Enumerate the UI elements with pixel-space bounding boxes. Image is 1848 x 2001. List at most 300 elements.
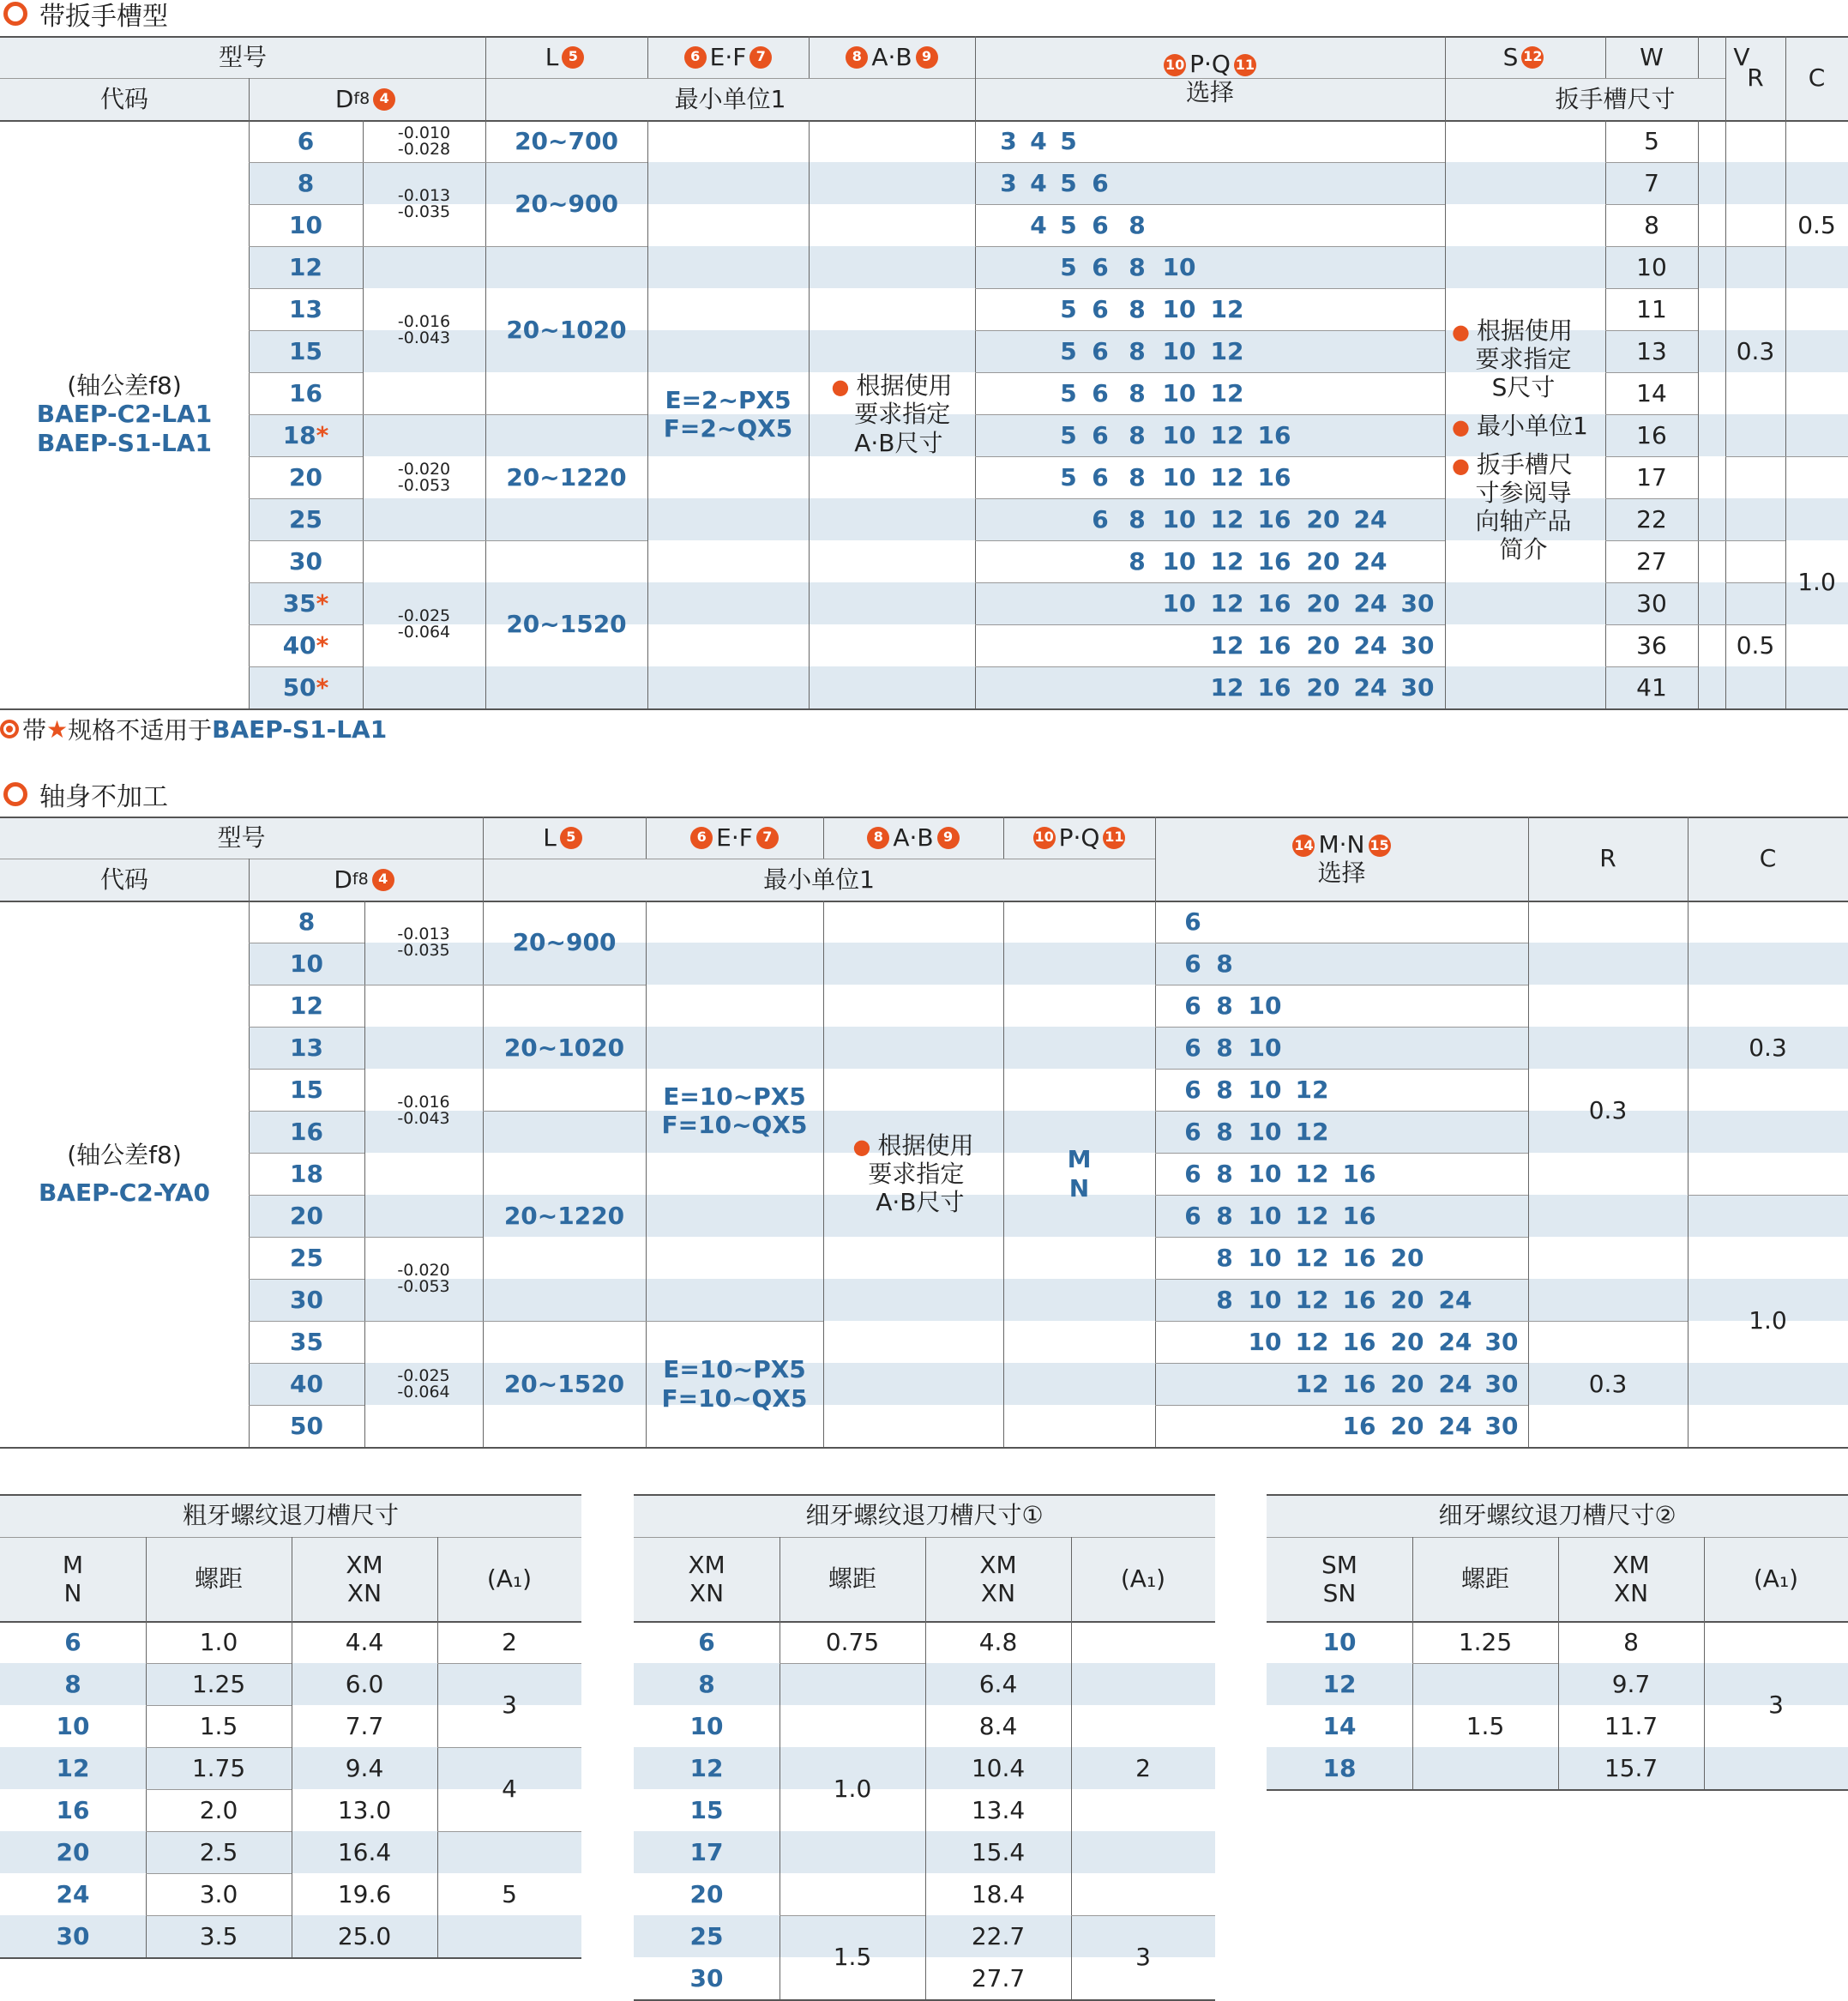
l-range: 20~1520 xyxy=(503,1369,625,1398)
table-rule xyxy=(363,246,485,247)
groove-size: 19.6 xyxy=(337,1879,392,1908)
mn-option: 8 xyxy=(1216,1159,1233,1188)
mn-option: 6 xyxy=(1184,1033,1201,1062)
table-rule xyxy=(146,1747,292,1748)
header-ab xyxy=(809,36,975,78)
table-rule xyxy=(364,1321,483,1322)
groove-size: 15.7 xyxy=(1604,1753,1658,1782)
thread-size: 30 xyxy=(56,1921,90,1950)
d-value: 30 xyxy=(290,1285,323,1314)
groove-size: 7.7 xyxy=(345,1711,384,1740)
code-tolerance: (轴公差f8) xyxy=(67,1141,182,1170)
w-value: 11 xyxy=(1636,294,1667,323)
d-value: 50 * xyxy=(282,672,329,702)
table-rule xyxy=(1725,246,1785,247)
pq-value: M N xyxy=(1067,1145,1092,1202)
pq-option: 10 xyxy=(1162,336,1196,365)
circled-number-icon: 6 xyxy=(684,46,707,69)
a1-value: 3 xyxy=(502,1691,517,1720)
mn-option: 16 xyxy=(1342,1285,1376,1314)
circled-number-icon: 8 xyxy=(846,46,868,69)
d-value: 10 xyxy=(290,949,323,978)
table-rule xyxy=(780,1915,925,1916)
pitch-value: 1.5 xyxy=(833,1943,872,1972)
col-header-3: XM XN xyxy=(979,1550,1017,1607)
mn-option: 12 xyxy=(1295,1243,1329,1272)
s-note: ● 最小单位1 xyxy=(1452,411,1588,440)
s-note: ● 根据使用 要求指定 S尺寸 xyxy=(1452,316,1573,401)
pq-option: 24 xyxy=(1353,546,1388,576)
d-value: 20 xyxy=(290,1201,323,1230)
thread-size: 16 xyxy=(56,1795,90,1824)
thread-size: 12 xyxy=(56,1753,90,1782)
table-rule xyxy=(483,1111,646,1112)
header-type: 型号 xyxy=(218,42,267,71)
bullet-ring-icon xyxy=(0,720,19,738)
ab-note: ● 根据使用 要求指定 A·B尺寸 xyxy=(831,371,953,457)
table-rule xyxy=(1071,1915,1215,1916)
groove-size: 16.4 xyxy=(337,1837,392,1866)
d-value: 25 xyxy=(290,1243,323,1272)
pq-option: 24 xyxy=(1353,672,1388,702)
pq-option: 5 xyxy=(1060,168,1077,197)
table-rule xyxy=(0,1447,1848,1449)
pq-option: 12 xyxy=(1210,672,1244,702)
table-rule xyxy=(780,1663,925,1664)
ef-value: E=10~PX5 F=10~QX5 xyxy=(661,1355,808,1413)
header-ef xyxy=(646,817,823,859)
pq-option: 4 xyxy=(1030,168,1047,197)
thread-size: 24 xyxy=(56,1879,90,1908)
header-code: 代码 xyxy=(99,865,148,894)
d-value: 15 xyxy=(290,1075,323,1104)
col-header-1: M N xyxy=(62,1550,84,1607)
groove-size: 4.8 xyxy=(978,1627,1018,1656)
col-header-1: SM SN xyxy=(1321,1550,1357,1607)
header-r: R xyxy=(1599,844,1616,873)
tolerance: -0.025 -0.064 xyxy=(397,606,451,642)
table-rule xyxy=(1698,540,1785,541)
table-rule xyxy=(1003,817,1004,859)
pq-option: 5 xyxy=(1060,294,1077,323)
table-rule xyxy=(146,1789,292,1790)
tolerance: -0.010 -0.028 xyxy=(397,123,451,159)
groove-size: 27.7 xyxy=(971,1963,1026,1992)
mn-option: 24 xyxy=(1438,1411,1472,1440)
l-range: 20~1020 xyxy=(506,316,627,345)
pitch-value: 2.5 xyxy=(199,1837,238,1866)
mn-option: 8 xyxy=(1216,1033,1233,1062)
mn-option: 6 xyxy=(1184,949,1201,978)
pq-label: 10 P·Q 11 xyxy=(1165,49,1255,78)
pq-option: 12 xyxy=(1210,336,1244,365)
d-value: 40 xyxy=(290,1369,323,1398)
groove-size: 9.4 xyxy=(345,1753,384,1782)
groove-size: 13.4 xyxy=(971,1795,1026,1824)
table-rule xyxy=(0,817,1848,818)
mn-option: 16 xyxy=(1342,1411,1376,1440)
d-sub: f8 xyxy=(353,89,370,109)
d-value: 16 xyxy=(290,1117,323,1146)
ring-icon xyxy=(3,2,27,26)
table-rule xyxy=(0,1494,581,1496)
header-min-unit: 最小单位1 xyxy=(674,84,786,113)
pq-option: 10 xyxy=(1162,420,1196,449)
thread-size: 25 xyxy=(689,1921,724,1950)
pq-option: 12 xyxy=(1210,294,1244,323)
a1-value: 2 xyxy=(1135,1753,1151,1782)
mn-option: 12 xyxy=(1295,1201,1329,1230)
table-rule xyxy=(363,414,485,415)
mn-option: 8 xyxy=(1216,1117,1233,1146)
thread-size: 12 xyxy=(689,1753,724,1782)
header-r: R xyxy=(1747,63,1764,93)
pq-option: 20 xyxy=(1306,672,1340,702)
pq-option: 8 xyxy=(1129,420,1146,449)
mn-option: 8 xyxy=(1216,949,1233,978)
pq-option: 8 xyxy=(1129,546,1146,576)
pq-option: 6 xyxy=(1092,336,1109,365)
table-rule xyxy=(249,859,250,901)
a1-value: 4 xyxy=(502,1775,517,1804)
table-rule xyxy=(1725,456,1785,457)
table-title: 粗牙螺纹退刀槽尺寸 xyxy=(182,1501,399,1530)
d-label: D xyxy=(334,865,352,894)
header-wrench-size: 扳手槽尺寸 xyxy=(1555,84,1676,113)
c-value: 0.5 xyxy=(1797,210,1836,239)
d-value: 8 xyxy=(297,168,315,197)
w-value: 7 xyxy=(1644,168,1659,197)
w-value: 16 xyxy=(1636,420,1667,449)
circled-number-icon: 15 xyxy=(1369,835,1391,857)
pq-option: 5 xyxy=(1060,210,1077,239)
d-value: 16 xyxy=(289,378,322,407)
col-header-pitch: 螺距 xyxy=(828,1564,876,1594)
mn-option: 8 xyxy=(1216,1075,1233,1104)
circled-number-icon: 6 xyxy=(690,827,713,849)
table-rule xyxy=(1412,1663,1558,1664)
pq-option: 12 xyxy=(1210,504,1244,533)
pq-option: 10 xyxy=(1162,462,1196,491)
r-value: 0.3 xyxy=(1736,336,1775,365)
table-rule xyxy=(1605,36,1606,78)
pitch-value: 1.0 xyxy=(199,1627,238,1656)
pq-option: 3 xyxy=(1000,126,1017,155)
pq-option: 24 xyxy=(1353,504,1388,533)
pq-option: 20 xyxy=(1306,546,1340,576)
header-l xyxy=(483,817,646,859)
pq-option: 16 xyxy=(1257,420,1291,449)
w-value: 30 xyxy=(1636,588,1667,618)
pq-option: 30 xyxy=(1400,588,1435,618)
circled-number-icon: 7 xyxy=(749,46,772,69)
groove-size: 4.4 xyxy=(345,1627,384,1656)
table-rule xyxy=(1155,817,1156,1447)
pq-option: 12 xyxy=(1210,378,1244,407)
thread-size: 10 xyxy=(56,1711,90,1740)
pitch-value: 2.0 xyxy=(199,1795,238,1824)
a1-value: 3 xyxy=(1768,1691,1784,1720)
pq-option: 6 xyxy=(1092,168,1109,197)
d-value: 10 xyxy=(289,210,322,239)
pq-option: 10 xyxy=(1162,378,1196,407)
d-value: 13 xyxy=(290,1033,323,1062)
w-value: 17 xyxy=(1636,462,1667,491)
thread-size: 8 xyxy=(64,1669,81,1698)
w-value: 14 xyxy=(1636,378,1667,407)
mn-option: 8 xyxy=(1216,1285,1233,1314)
mn-option: 20 xyxy=(1390,1243,1424,1272)
code-baep-s1-la1: BAEP-S1-LA1 xyxy=(36,428,213,457)
l-range: 20~1220 xyxy=(503,1201,625,1230)
pq-option: 6 xyxy=(1092,420,1109,449)
table-rule xyxy=(485,246,647,247)
col-header-a1: (A₁) xyxy=(1120,1564,1166,1594)
l-range: 20~1520 xyxy=(506,610,627,639)
mn-option: 30 xyxy=(1484,1327,1519,1356)
col-header-3: XM XN xyxy=(1612,1550,1650,1607)
l-label: L xyxy=(545,42,559,71)
pitch-value: 1.25 xyxy=(191,1669,246,1698)
pq-option: 3 xyxy=(1000,168,1017,197)
code-tolerance: (轴公差f8) xyxy=(67,371,182,401)
pq-option: 6 xyxy=(1092,294,1109,323)
mn-option: 24 xyxy=(1438,1285,1472,1314)
r-value: 0.3 xyxy=(1588,1369,1628,1398)
mn-option: 6 xyxy=(1184,1159,1201,1188)
header-mn xyxy=(1155,817,1528,901)
w-value: 5 xyxy=(1644,126,1659,155)
header-ef xyxy=(647,36,809,78)
pq-option: 16 xyxy=(1257,546,1291,576)
pq-option: 8 xyxy=(1129,252,1146,281)
r-value: 0.3 xyxy=(1588,1096,1628,1125)
pitch-value: 3.0 xyxy=(199,1879,238,1908)
table-rule xyxy=(0,708,1848,710)
tolerance: -0.020 -0.053 xyxy=(397,459,451,495)
groove-size: 8.4 xyxy=(978,1711,1018,1740)
groove-size: 15.4 xyxy=(971,1837,1026,1866)
tolerance: -0.013 -0.035 xyxy=(397,186,451,221)
mn-option: 12 xyxy=(1295,1075,1329,1104)
circled-number-icon: 9 xyxy=(916,46,938,69)
d-value: 35 * xyxy=(282,588,329,618)
thread-size: 12 xyxy=(1322,1669,1357,1698)
table-rule xyxy=(975,246,1445,247)
section2-title: 轴身不加工 xyxy=(3,777,168,811)
thread-size: 20 xyxy=(689,1879,724,1908)
circled-number-icon: 11 xyxy=(1103,827,1125,849)
circled-number-icon: 4 xyxy=(372,869,394,891)
s-note: ● 扳手槽尺 寸参阅导 向轴产品 简介 xyxy=(1452,450,1573,564)
a1-value: 3 xyxy=(1135,1943,1151,1972)
mn-option: 6 xyxy=(1184,1075,1201,1104)
s-label: S xyxy=(1502,42,1519,71)
mn-option: 6 xyxy=(1184,1117,1201,1146)
d-value: 25 xyxy=(289,504,322,533)
groove-size: 18.4 xyxy=(971,1879,1026,1908)
pq-option: 12 xyxy=(1210,546,1244,576)
section1-title: 带扳手槽型 xyxy=(3,0,168,31)
tolerance: -0.025 -0.064 xyxy=(397,1365,450,1401)
pitch-value: 0.75 xyxy=(825,1627,880,1656)
pitch-value: 1.75 xyxy=(191,1753,246,1782)
mn-option: 6 xyxy=(1184,991,1201,1020)
pq-option: 16 xyxy=(1257,588,1291,618)
table-rule xyxy=(146,1831,292,1832)
ring-icon xyxy=(3,782,27,806)
mn-option: 8 xyxy=(1216,991,1233,1020)
mn-option: 12 xyxy=(1295,1117,1329,1146)
mn-option: 24 xyxy=(1438,1327,1472,1356)
pq-option: 12 xyxy=(1210,420,1244,449)
mn-option: 20 xyxy=(1390,1285,1424,1314)
thread-size: 17 xyxy=(689,1837,724,1866)
mn-option: 20 xyxy=(1390,1369,1424,1398)
select-label: 选择 xyxy=(1317,859,1366,887)
ef-value: E=2~PX5 F=2~QX5 xyxy=(663,385,793,443)
pq-option: 30 xyxy=(1400,672,1435,702)
mn-option: 6 xyxy=(1184,1201,1201,1230)
table-rule xyxy=(634,1494,1215,1496)
pq-option: 30 xyxy=(1400,630,1435,660)
pitch-value: 1.5 xyxy=(1466,1711,1505,1740)
header-c: C xyxy=(1759,844,1777,873)
d-value: 30 xyxy=(289,546,322,576)
circled-number-icon: 4 xyxy=(373,88,395,111)
table-rule xyxy=(809,36,810,78)
table-rule xyxy=(485,414,647,415)
mn-option: 12 xyxy=(1295,1327,1329,1356)
pq-option: 16 xyxy=(1257,504,1291,533)
tolerance: -0.016 -0.043 xyxy=(397,1093,450,1128)
circled-number-icon: 11 xyxy=(1234,54,1256,76)
thread-size: 6 xyxy=(64,1627,81,1656)
table-rule xyxy=(363,540,485,541)
d-value: 18 * xyxy=(282,420,329,449)
header-v: V xyxy=(1733,42,1750,71)
c-value: 1.0 xyxy=(1749,1306,1787,1335)
circled-number-icon: 10 xyxy=(1164,54,1186,76)
groove-size: 10.4 xyxy=(971,1753,1026,1782)
thread-size: 8 xyxy=(698,1669,715,1698)
d-value: 12 xyxy=(290,991,323,1020)
pq-option: 5 xyxy=(1060,126,1077,155)
d-value: 13 xyxy=(289,294,322,323)
table-rule xyxy=(437,1747,581,1748)
pq-option: 24 xyxy=(1353,630,1388,660)
mn-option: 30 xyxy=(1484,1411,1519,1440)
d-label: D xyxy=(334,84,354,113)
code-cell xyxy=(0,901,249,1447)
ab-label: A·B xyxy=(871,42,912,71)
pq-option: 12 xyxy=(1210,462,1244,491)
table-rule xyxy=(437,1831,581,1832)
groove-size: 6.0 xyxy=(345,1669,384,1698)
table-rule xyxy=(146,1915,292,1916)
pq-option: 24 xyxy=(1353,588,1388,618)
table-rule xyxy=(823,817,824,859)
l-range: 20~700 xyxy=(515,126,618,155)
ef-label: E·F xyxy=(716,823,753,852)
header-l xyxy=(485,36,647,78)
tolerance: -0.020 -0.053 xyxy=(397,1261,450,1296)
pq-option: 8 xyxy=(1129,378,1146,407)
w-value: 41 xyxy=(1636,672,1667,702)
circled-number-icon: 12 xyxy=(1521,46,1544,69)
ab-note: ● 根据使用 要求指定 A·B尺寸 xyxy=(852,1130,974,1217)
groove-size: 22.7 xyxy=(971,1921,1026,1950)
table-rule xyxy=(485,540,647,541)
code-cell xyxy=(0,120,249,708)
s-notes xyxy=(1445,120,1605,708)
col-header-3: XM XN xyxy=(346,1550,383,1607)
header-pq xyxy=(1003,817,1155,859)
tolerance: -0.013 -0.035 xyxy=(397,925,450,960)
mn-option: 10 xyxy=(1248,1159,1282,1188)
circled-number-icon: 7 xyxy=(756,827,779,849)
header-d xyxy=(249,859,483,901)
d-value: 35 xyxy=(290,1327,323,1356)
pq-option: 8 xyxy=(1129,504,1146,533)
pq-option: 6 xyxy=(1092,210,1109,239)
pq-option: 12 xyxy=(1210,630,1244,660)
header-c: C xyxy=(1808,63,1826,93)
groove-size: 6.4 xyxy=(978,1669,1018,1698)
pq-option: 8 xyxy=(1129,294,1146,323)
table-rule xyxy=(485,162,647,163)
table-rule xyxy=(0,1957,581,1959)
mn-option: 10 xyxy=(1248,1285,1282,1314)
select-label: 选择 xyxy=(1185,78,1234,106)
ef-label: E·F xyxy=(709,42,747,71)
a1-value: 5 xyxy=(502,1879,517,1908)
groove-size: 13.0 xyxy=(337,1795,392,1824)
mn-option: 10 xyxy=(1248,1033,1282,1062)
header-w: W xyxy=(1640,42,1664,71)
mn-option: 16 xyxy=(1342,1243,1376,1272)
groove-size: 25.0 xyxy=(337,1921,392,1950)
col-header-pitch: 螺距 xyxy=(194,1564,243,1594)
col-header-pitch: 螺距 xyxy=(1460,1564,1509,1594)
mn-option: 10 xyxy=(1248,1243,1282,1272)
thread-size: 14 xyxy=(1322,1711,1357,1740)
mn-option: 12 xyxy=(1295,1369,1329,1398)
pq-option: 8 xyxy=(1129,210,1146,239)
header-d xyxy=(249,78,485,120)
pq-option: 5 xyxy=(1060,378,1077,407)
a1-value: 2 xyxy=(502,1627,517,1656)
pitch-value: 3.5 xyxy=(199,1921,238,1950)
pq-option: 8 xyxy=(1129,462,1146,491)
ef-value: E=10~PX5 F=10~QX5 xyxy=(661,1082,808,1139)
pq-option: 6 xyxy=(1092,252,1109,281)
code-baep-c2-la1: BAEP-C2-LA1 xyxy=(36,400,213,429)
l-range: 20~1020 xyxy=(503,1033,625,1062)
pq-option: 8 xyxy=(1129,336,1146,365)
w-value: 27 xyxy=(1636,546,1667,576)
mn-option: 16 xyxy=(1342,1159,1376,1188)
col-header-a1: (A₁) xyxy=(1753,1564,1799,1594)
mn-label: 14 M·N 15 xyxy=(1294,829,1389,859)
pq-option: 10 xyxy=(1162,294,1196,323)
thread-size: 15 xyxy=(689,1795,724,1824)
pitch-value: 1.5 xyxy=(199,1711,238,1740)
pq-option: 4 xyxy=(1030,210,1047,239)
pq-label: P·Q xyxy=(1058,823,1100,852)
table-rule xyxy=(146,1705,292,1706)
table-rule xyxy=(1267,1494,1848,1496)
